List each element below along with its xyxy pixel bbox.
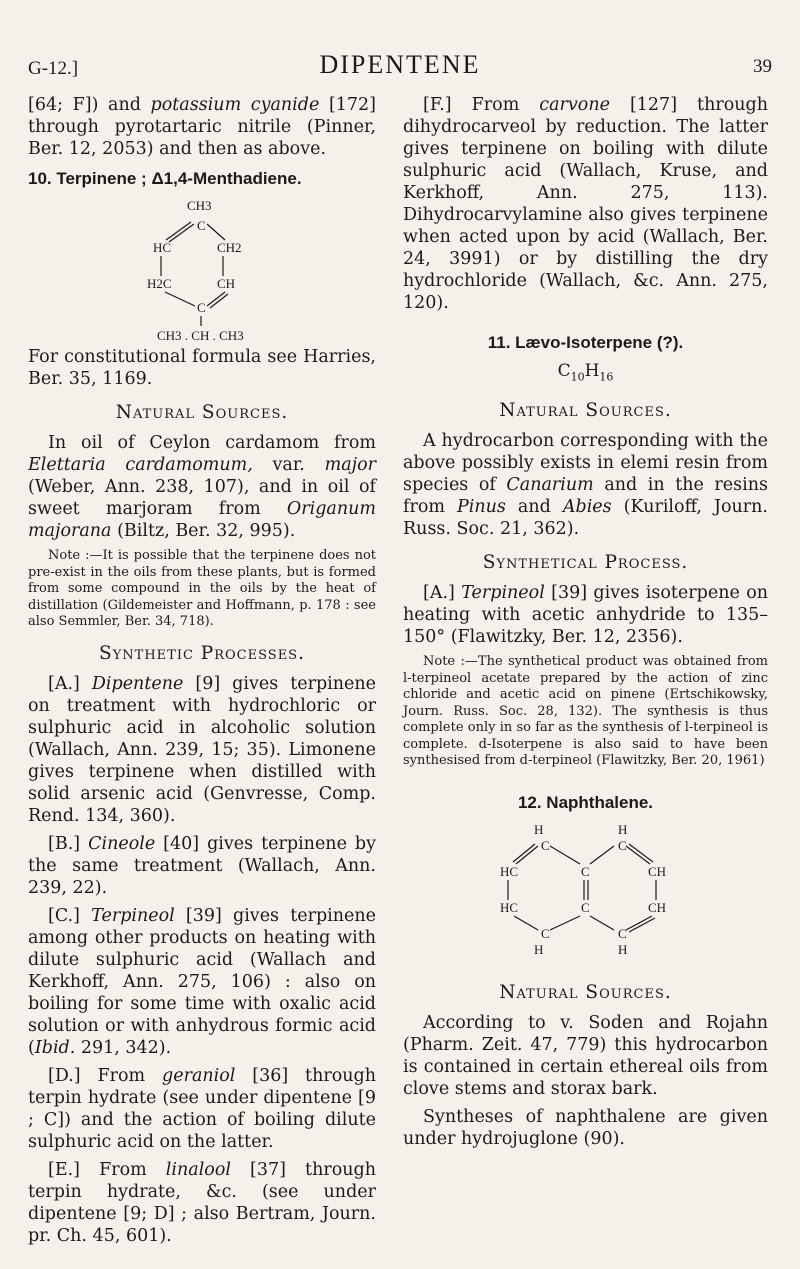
process-a: [A.] Dipentene [9] gives terpinene on treatment with hydrochloric or sulphuric acid in alcoholic solution (Wallach, Ann. 239, 15; 35). Limonene gives terpinene when distilled with solid arsenic acid (Genvresse, Comp. Rend. 134, 360).: [28, 673, 377, 826]
naph-bottom-left-c: C: [540, 925, 550, 941]
process-e: [E.] From linalool [37] through terpin hydrate, &c. (see under dipentene [9; D] ; also Bertram, Journ. pr. Ch. 45, 601).: [28, 1159, 376, 1246]
naph-center-upper: C: [580, 863, 590, 879]
laevo-natural-sources-heading: Natural Sources.: [499, 400, 672, 422]
naph-bottom-right-h: H: [617, 941, 627, 957]
terpinene-note: Note :—It is possible that the terpinene does not pre-exist in the oils from these plants, but is formed from some compound in the oils by the heat of distillation (Gildemeister and Hoffmann, p. 178 : see also Semmler, Ber. 34, 718).: [28, 548, 376, 629]
naphthalene-synthesis-text: Syntheses of naphthalene are given under hydrojuglone (90).: [403, 1106, 768, 1149]
laevo-formula: $C_{10}H_{16}$: [557, 361, 614, 384]
naph-top-left-c: C: [540, 837, 550, 853]
laevo-natural-sources-text: A hydrocarbon corresponding with the above possibly exists in elemi resin from species of Canarium and in the resins from Pinus and Abies (Kuriloff, Journ. Russ. Soc. 21, 362).: [403, 431, 768, 540]
synthetic-processes-heading: Synthetic Processes.: [99, 642, 305, 664]
intro-paragraph: [64; F]) and potassium cyanide [172] through pyrotartaric nitrile (Pinner, Ber. 12, 2053) and then as above.: [28, 95, 376, 159]
natural-sources-text: In oil of Ceylon cardamom from Elettaria cardamomum, var. major (Weber, Ann. 238, 107), and in oil of sweet marjoram from Origanum majorana (Biltz, Ber. 32, 995).: [28, 433, 376, 541]
struct-apex: C: [197, 218, 206, 233]
left-column: [28, 94, 376, 1253]
struct-left-lower: H2C: [147, 276, 172, 291]
naphthalene-structure: [486, 820, 686, 970]
laevo-synthetical-heading: Synthetical Process.: [482, 552, 689, 574]
naph-bottom-left-h: H: [533, 941, 543, 957]
naphthalene-natural-sources-text: According to v. Soden and Rojahn (Pharm. Zeit. 47, 779) this hydrocarbon is contained in certain ethereal oils from clove stems and storax bark.: [403, 1012, 768, 1099]
naphthalene-heading: 12. Naphthalene.: [517, 792, 654, 812]
struct-top: CH3: [187, 198, 212, 213]
process-c: [C.] Terpineol [39] gives terpinene among other products on heating with dilute sulphuric acid (Wallach and Kerkhoff, Ann. 275, 106) : also on boiling for some time with oxalic acid solution or with anhydrous formic acid (Ibid. 291, 342).: [28, 905, 377, 1058]
constitution-note: For constitutional formula see Harries, Ber. 35, 1169.: [28, 347, 376, 389]
process-f: [F.] From carvone [127] through dihydrocarveol by reduction. The latter gives terpinene on boiling with dilute sulphuric acid (Wallach, Kruse, and Kerkhoff, Ann. 275, 113). Dihydrocarvylamine also gives terpinene when acted upon by acid (Wallach, Ber. 24, 3991) or by distilling the dry hydrochloride (Wallach, &c. Ann. 275, 120).: [403, 95, 768, 313]
laevo-process-a: [A.] Terpineol [39] gives isoterpene on heating with acetic anhydride to 135–150° (Flawitzky, Ber. 12, 2356).: [403, 583, 768, 648]
struct-right-lower: CH: [217, 276, 236, 291]
naph-right-upper: CH: [647, 863, 666, 879]
naph-top-right-h: H: [617, 821, 627, 837]
section-marker: G-12.]: [28, 58, 79, 79]
process-d: [D.] From geraniol [36] through terpin hydrate (see under dipentene [9 ; C]) and the action of boiling dilute sulphuric acid on the latter.: [28, 1065, 376, 1152]
naph-left-lower: HC: [499, 899, 518, 915]
running-header: [28, 50, 772, 80]
struct-left-upper: HC: [153, 240, 172, 255]
bond-lines: [161, 222, 228, 326]
process-b: [B.] Cineole [40] gives terpinene by the same treatment (Wallach, Ann. 239, 22).: [28, 833, 377, 898]
naph-left-upper: HC: [499, 863, 518, 879]
terpinene-heading: 10. Terpinene ; Δ1,4-Menthadiene.: [28, 169, 302, 188]
naphthalene-natural-sources-heading: Natural Sources.: [499, 981, 672, 1003]
terpinene-structure: [117, 196, 287, 346]
right-column: [403, 94, 768, 1156]
struct-right-upper: CH2: [217, 240, 242, 255]
laevo-note: Note :—The synthetical product was obtained from l-terpineol acetate prepared by the action of zinc chloride and acetic acid on pinene (Ertschikowsky, Journ. Russ. Soc. 28, 132). The synthesis is thus complete only in so far as the synthesis of l-terpineol is complete. d-Isoterpene is also said to have been synthesised from d-terpineol (Flawitzky, Ber. 20, 1961): [403, 654, 768, 769]
naph-bottom-right-c: C: [617, 925, 627, 941]
naph-top-left-h: H: [533, 821, 543, 837]
struct-bottom: C: [197, 300, 206, 315]
naph-top-right-c: C: [617, 837, 627, 853]
naph-center-lower: C: [580, 899, 590, 915]
naph-bond-lines: [508, 844, 656, 932]
naph-right-lower: CH: [647, 899, 666, 915]
page-title: DIPENTENE: [319, 50, 481, 79]
laevo-isoterpene-heading: 11. Lævo-Isoterpene (?).: [487, 333, 684, 352]
natural-sources-heading: Natural Sources.: [115, 402, 289, 423]
page-number: 39: [753, 56, 772, 77]
struct-substituent: CH3 . CH . CH3: [157, 328, 244, 343]
